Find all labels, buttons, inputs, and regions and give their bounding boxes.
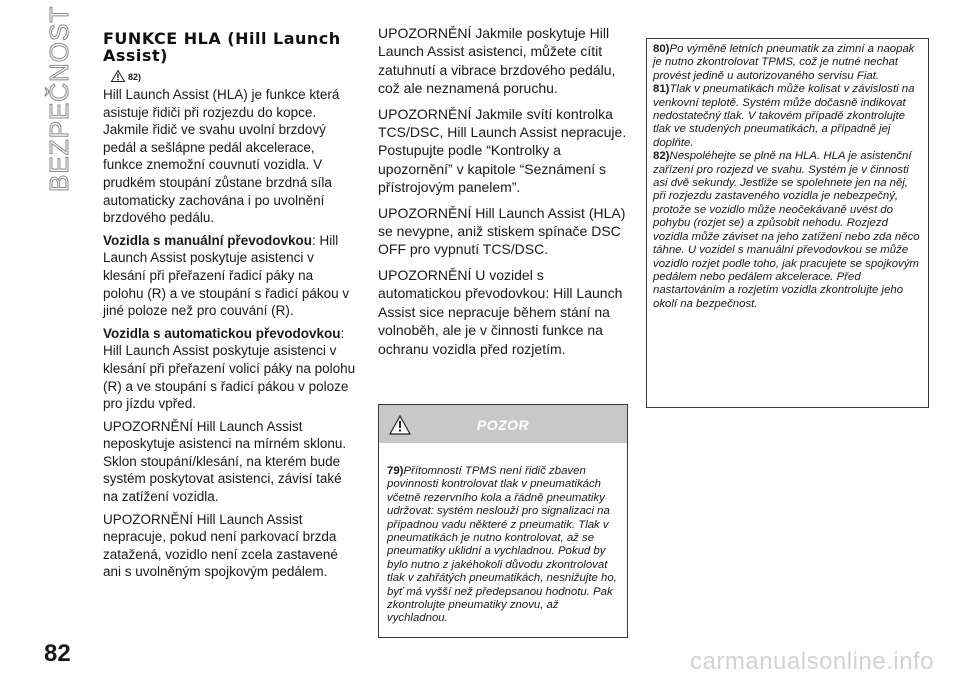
- paragraph-automatic-gearbox: [103, 325, 357, 413]
- paragraph-hla-intro: Hill Launch Assist (HLA) je funkce která asistuje řidiči při rozjezdu do kopce. Jakmile řidič ve svahu uvolní brzdový pedál a sešlápne pedál akcelerace, funkce znemožní couvnutí vozidla. V prudkém stoupání zůstane brzdná síla automaticky zachována i po uvolnění brzdového pedálu.: [103, 87, 340, 226]
- footnotes-box: [646, 38, 929, 408]
- column-left: [103, 30, 357, 586]
- page-number: 82: [44, 640, 71, 667]
- footnote-item: [653, 150, 922, 311]
- footnote-text: Po výměně letních pneumatik za zimní a naopak je nutno zkontrolovat TPMS, což je nutné nechat provést jedině u autorizovaného servisu Fiat.: [653, 43, 915, 82]
- warning-reference: [111, 68, 357, 82]
- footnote-number: 80): [653, 43, 670, 55]
- footnote-number: 81): [653, 83, 670, 96]
- paragraph-automatic-text: : Hill Launch Assist poskytuje asistenci v klesání při přeřazení volicí páky na polohu (R) a ve stoupání s řadicí pákou v poloze pro jízdu vpřed.: [103, 325, 356, 412]
- paragraph-manual-text: : Hill Launch Assist poskytuje asistenci v klesání při přeřazení řadicí páky na polohu (R) a ve stoupání s řadicí pákou v jiné poloze než pro couvání (R).: [103, 232, 350, 319]
- paragraph-notice-parking-brake: UPOZORNĚNÍ Hill Launch Assist nepracuje, pokud není parkovací brzda zatažená, vozidlo není zcela zastavené ani s uvolněným spojkovým pedálem.: [103, 511, 338, 580]
- paragraph-manual-gearbox: [103, 232, 357, 320]
- paragraph-notice-tcs-dsc: UPOZORNĚNÍ Jakmile svítí kontrolka TCS/DSC, Hill Launch Assist nepracuje. Postupujte podle “Kontrolky a upozornění” v kapitole “Seznámení s přístrojovým panelem”.: [378, 105, 627, 196]
- footnote-item: [653, 43, 922, 83]
- watermark: carmanualsonline.info: [690, 648, 934, 675]
- caution-note-number: 79): [387, 465, 404, 477]
- chapter-side-label: BEZPEČNOST: [44, 5, 74, 192]
- section-title: FUNKCE HLA (Hill Launch Assist): [103, 29, 341, 65]
- warning-triangle-icon: [111, 70, 125, 82]
- caution-note-text: Přítomností TPMS není řidič zbaven povinnosti kontrolovat tlak v pneumatikách včetně rezervního kola a řádně pneumatiky udržovat: systém neslouží pro signalizaci na případnou vadu některé z pneumatik. Tlak v pneumatikách je nutno kontrolovat, až se pneumatiky uklidní a vychladnou. Pokud by bylo nutno z jakéhokoli důvodu zkontrolovat tlak v zahřátých pneumatikách, nesnižujte ho, byť má vyšší než předepsanou hodnotu. Pak zkontrolujte pneumatiky znovu, až vychladnou.: [387, 465, 617, 625]
- caution-box: [378, 404, 628, 638]
- caution-header: [379, 405, 627, 443]
- paragraph-automatic-heading: Vozidla s automatickou převodovkou: [103, 325, 341, 341]
- column-middle: [378, 24, 630, 365]
- footnote-item: [653, 83, 922, 150]
- caution-body: [379, 443, 627, 626]
- footnote-number: 82): [653, 150, 670, 163]
- caution-title: POZOR: [476, 417, 530, 433]
- caution-note: [387, 465, 619, 626]
- paragraph-notice-automatic: UPOZORNĚNÍ U vozidel s automatickou převodovkou: Hill Launch Assist sice nepracuje během stání na volnoběh, ale je v činnosti funkce na ochranu vozidla před rozjetím.: [378, 266, 623, 357]
- paragraph-manual-heading: Vozidla s manuální převodovkou: [103, 232, 313, 248]
- footnote-text: Tlak v pneumatikách může kolisat v závislosti na venkovní teplotě. Systém může dočasně indikovat nedostatečný tlak. V takovém případě zkontrolujte tlak ve studených pneumatikách, a případně jej doplňte.: [653, 83, 915, 149]
- paragraph-notice-slope: UPOZORNĚNÍ Hill Launch Assist neposkytuje asistenci na mírném sklonu. Sklon stoupání/klesání, na kterém bude systém poskytovat asistenci, závisí také na zatížení vozidla.: [103, 418, 347, 505]
- paragraph-notice-vibration: UPOZORNĚNÍ Jakmile poskytuje Hill Launch Assist asistenci, můžete cítit zatuhnutí a vibrace brzdového pedálu, což ale neznamená poruchu.: [378, 25, 616, 97]
- warning-reference-number: 82): [128, 72, 142, 82]
- footnote-text: Nespoléhejte se plně na HLA. HLA je asistenční zařízení pro rozjezd ve svahu. Systém je v činnosti asi dvě sekundy. Jestliže se spolehnete jen na něj, při rozjezdu zastaveného vozidla je nebezpečný, protože se vozidlo může neočekávaně uvést do pohybu (rozjet se) a způsobit nehodu. Rozjezd vozidla může záviset na jeho zatížení nebo zda něco táhne. U vozidel s manuální převodovkou se může vozidlo rozjet podle toho, jak pracujete se spojkovým pedálem nebo pedálem akcelerace. Před nastartováním a rozjetím vozidla zkontrolujte jeho okolí na bezpečnost.: [653, 150, 920, 310]
- paragraph-notice-dsc-off: UPOZORNĚNÍ Hill Launch Assist (HLA) se nevypne, aniž stiskem spínače DSC OFF pro vypnutí TCS/DSC.: [378, 204, 626, 258]
